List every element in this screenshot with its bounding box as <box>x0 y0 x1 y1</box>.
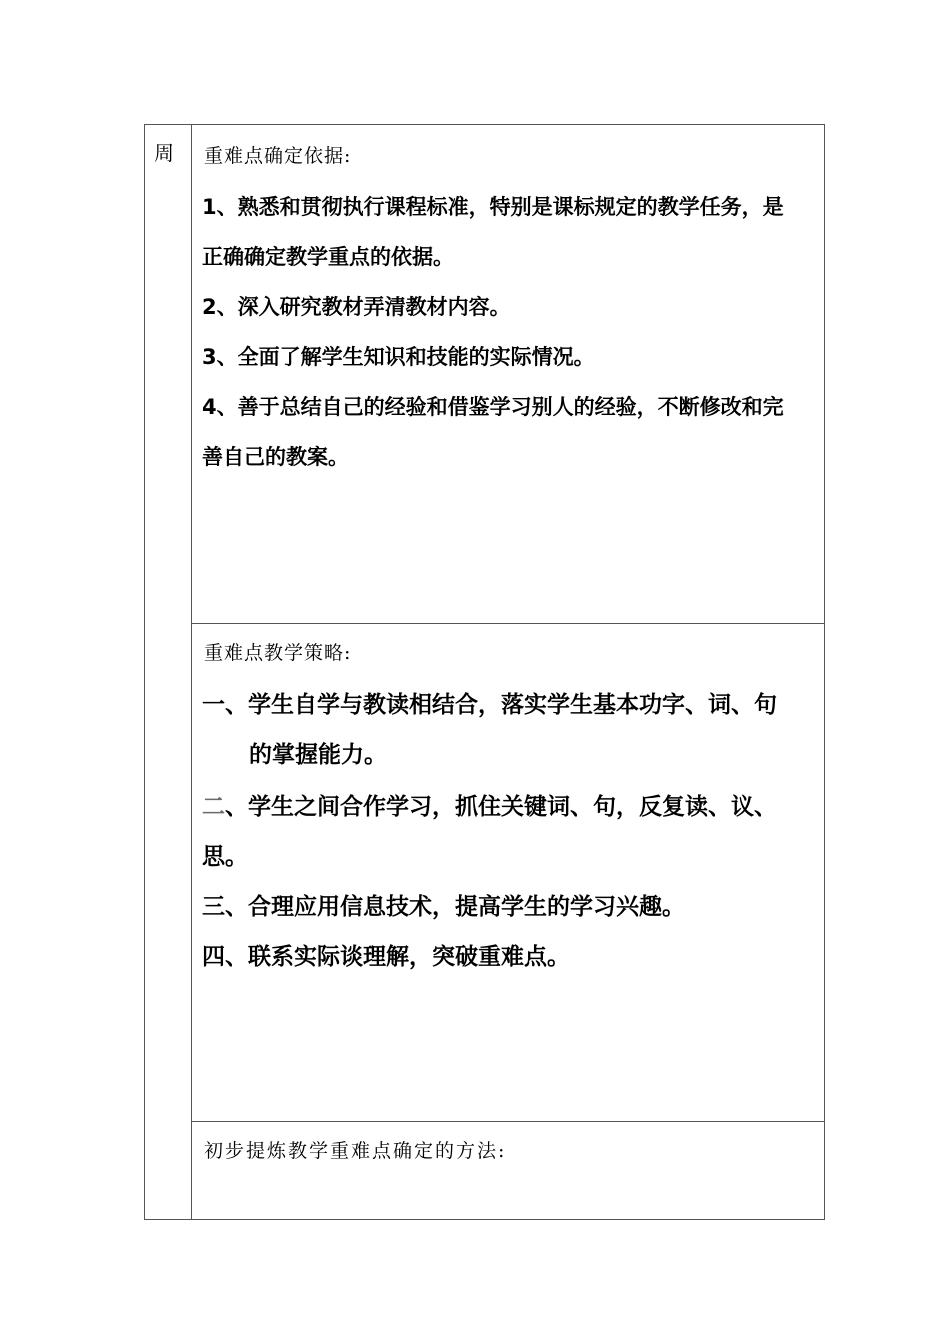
week-label: 周 <box>154 141 174 165</box>
section-refinement-method <box>192 1122 824 1219</box>
section-title: 重难点确定依据: <box>204 145 352 167</box>
section-teaching-strategy <box>192 624 824 1122</box>
text-line: 思。 <box>202 844 248 870</box>
text-line: 一、学生自学与教读相结合，落实学生基本功字、词、句 <box>202 692 777 718</box>
section-title: 初步提炼教学重难点确定的方法: <box>204 1140 507 1162</box>
lesson-plan-table <box>144 124 825 1220</box>
section-title: 重难点教学策略: <box>204 642 352 664</box>
text-line: 4、善于总结自己的经验和借鉴学习别人的经验，不断修改和完 <box>202 395 784 419</box>
text-line: 四、联系实际谈理解，突破重难点。 <box>202 944 570 970</box>
faint-numeral: 二 <box>202 794 225 820</box>
week-column <box>145 125 192 1219</box>
text-line: 三、合理应用信息技术，提高学生的学习兴趣。 <box>202 894 685 920</box>
text-line: 正确确定教学重点的依据。 <box>202 245 454 269</box>
text-line: 2、深入研究教材弄清教材内容。 <box>202 295 511 319</box>
text-line: 善自己的教案。 <box>202 445 349 469</box>
text-line: 1、熟悉和贯彻执行课程标准，特别是课标规定的教学任务，是 <box>202 195 784 219</box>
content-column <box>192 125 824 1219</box>
text-line: 的掌握能力。 <box>249 742 387 768</box>
text-line-content: 、学生之间合作学习，抓住关键词、句，反复读、议、 <box>225 794 777 820</box>
text-line: 3、全面了解学生知识和技能的实际情况。 <box>202 345 595 369</box>
text-line <box>202 788 777 821</box>
section-key-points-basis <box>192 125 824 624</box>
